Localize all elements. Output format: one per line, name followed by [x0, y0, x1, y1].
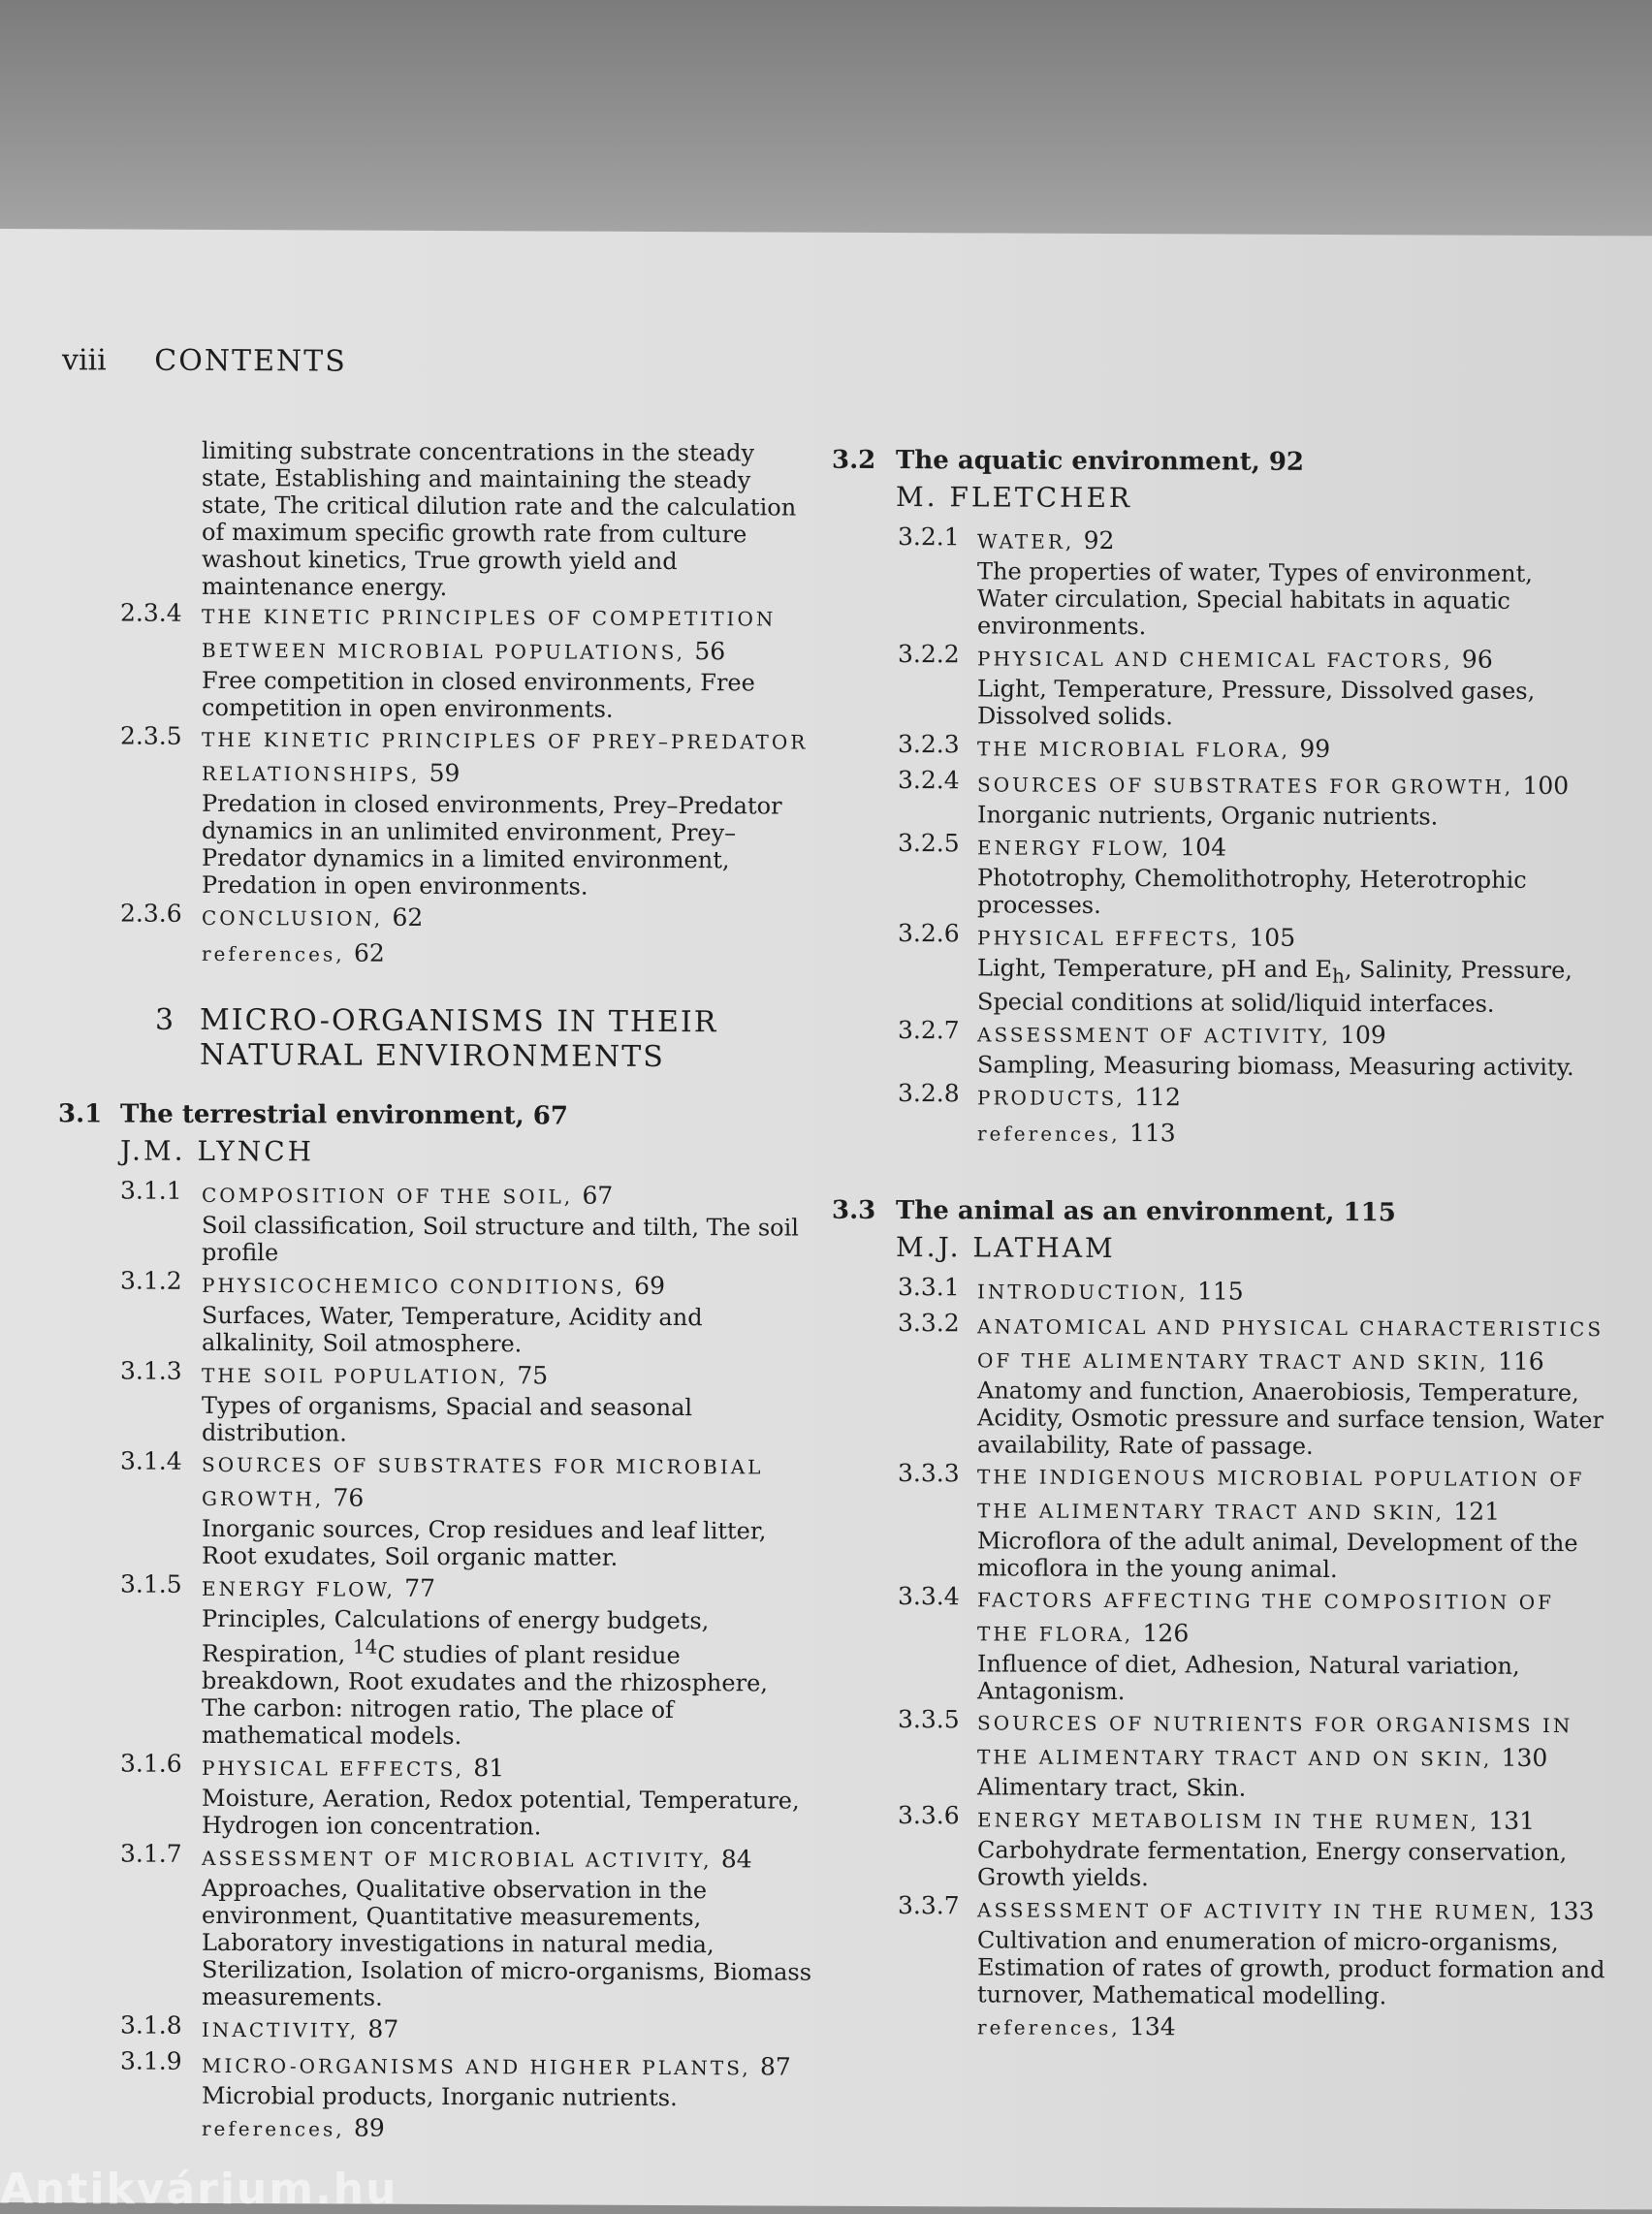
toc-entry: [58, 1570, 814, 1751]
toc-entry: [832, 1274, 1607, 1311]
entry-heading: SOURCES OF SUBSTRATES FOR MICROBIAL GROWTH, 76: [202, 1452, 764, 1512]
entry-description: Cultivation and enumeration of micro-organisms, Estimation of rates of growth, product formation and turnover, Mathematical modelling.: [977, 1926, 1605, 2010]
toc-entry: [832, 1017, 1607, 1081]
entry-number: 3.2.2: [898, 640, 960, 669]
entry-page: 126: [1142, 1618, 1190, 1648]
entry-heading: COMPOSITION OF THE SOIL, 67: [202, 1181, 614, 1210]
entry-page: 81: [473, 1754, 505, 1783]
entry-number: 3.1.4: [120, 1446, 182, 1475]
entry-page: 92: [1083, 525, 1115, 555]
entry-heading: ASSESSMENT OF MICROBIAL ACTIVITY, 84: [202, 1845, 752, 1874]
references-line: references, 62: [202, 938, 385, 967]
entry-number: 3.1.7: [120, 1839, 182, 1868]
entry-page: 104: [1180, 833, 1226, 862]
entry-page: 121: [1453, 1497, 1501, 1526]
entry-page: 84: [720, 1845, 752, 1874]
entry-number: 3.1.9: [120, 2046, 182, 2075]
entry-number: 3.1.6: [120, 1749, 182, 1778]
page-number: viii: [62, 343, 107, 378]
left-top-entries: [58, 599, 814, 936]
entry-heading: ENERGY METABOLISM IN THE RUMEN, 131: [977, 1806, 1536, 1835]
entry-heading: THE SOIL POPULATION, 75: [202, 1361, 549, 1390]
toc-entry: [832, 1460, 1607, 1584]
references-line: references, 134: [977, 2011, 1176, 2041]
entry-page: 87: [367, 2014, 399, 2043]
toc-entry: [58, 599, 814, 723]
section-author: M.J. LATHAM: [896, 1230, 1116, 1264]
entry-heading: FACTORS AFFECTING THE COMPOSITION OF THE FLORA, 126: [977, 1588, 1555, 1648]
toc-entry: [58, 2047, 814, 2111]
entry-description: Predation in closed environments, Prey–Predator dynamics in an unlimited environment, Prey–Predator dynamics in a limited environment, Predation in open environments.: [202, 789, 782, 901]
entry-heading: WATER, 92: [977, 525, 1115, 555]
toc-entry: [832, 1802, 1607, 1893]
entry-heading: MICRO-ORGANISMS AND HIGHER PLANTS, 87: [202, 2052, 791, 2081]
entry-page: 99: [1299, 734, 1331, 763]
toc-entry: [832, 1892, 1607, 2010]
toc-entry: [58, 1357, 814, 1448]
entry-number: 2.3.4: [120, 598, 182, 627]
entry-page: 87: [759, 2052, 791, 2081]
left-column: [58, 436, 814, 2147]
entry-number: 3.2.4: [898, 766, 960, 795]
page-header: [62, 343, 347, 378]
entry-description: Approaches, Qualitative observation in the environment, Quantitative measurements, Laboratory investigations in natural media, Sterilization, Isolation of micro-organisms, Biomass measurements.: [202, 1874, 812, 2011]
entry-heading: THE KINETIC PRINCIPLES OF COMPETITION BETWEEN MICROBIAL POPULATIONS, 56: [202, 604, 777, 666]
toc-entry: [58, 1750, 814, 1841]
entry-heading: ASSESSMENT OF ACTIVITY IN THE RUMEN, 133: [977, 1896, 1595, 1925]
entry-description: Alimentary tract, Skin.: [977, 1773, 1247, 1802]
entry-number: 3.1.5: [120, 1569, 182, 1598]
entry-heading: THE KINETIC PRINCIPLES OF PREY–PREDATOR RELATIONSHIPS, 59: [202, 727, 809, 788]
entry-description: Principles, Calculations of energy budgets, Respiration, $^{14}$C studies of plant residue breakdown, Root exudates and the rhizosphere, The carbon: nitrogen ratio, The place of mathematical models.: [202, 1604, 768, 1751]
book-page: [0, 229, 1652, 2209]
toc-entry: [58, 1840, 814, 2012]
entry-page: 112: [1134, 1082, 1181, 1112]
entry-description: Anatomy and function, Anaerobiosis, Temperature, Acidity, Osmotic pressure and surface tension, Water availability, Rate of passage.: [977, 1376, 1604, 1460]
section-title: 3.1 The terrestrial environment, 67: [58, 1099, 568, 1131]
entry-number: 3.1.8: [120, 2010, 182, 2040]
entry-page: 96: [1461, 645, 1493, 674]
entry-number: 3.2.3: [898, 730, 960, 759]
entry-page: 77: [404, 1573, 436, 1602]
entry-page: 130: [1501, 1743, 1548, 1772]
section-title: 3.2 The aquatic environment, 92: [832, 445, 1305, 477]
entry-heading: PHYSICAL EFFECTS, 81: [202, 1754, 505, 1783]
entry-heading: PHYSICAL EFFECTS, 105: [977, 923, 1296, 952]
toc-entry: [832, 523, 1607, 642]
references-line: references, 113: [977, 1118, 1176, 1148]
entry-page: 76: [333, 1483, 365, 1512]
entry-description: Sampling, Measuring biomass, Measuring activity.: [977, 1051, 1574, 1081]
toc-entry: [832, 767, 1607, 831]
toc-entry: [832, 1310, 1607, 1461]
toc-entry: [832, 830, 1607, 921]
entry-number: 3.2.8: [898, 1078, 960, 1108]
entry-description: Inorganic nutrients, Organic nutrients.: [977, 801, 1439, 831]
toc-entry: [832, 1080, 1607, 1117]
page-title: CONTENTS: [154, 343, 347, 379]
entry-page: 59: [429, 758, 461, 788]
entry-number: 2.3.5: [120, 721, 182, 750]
entry-page: 131: [1488, 1806, 1536, 1835]
toc-entry: [58, 1177, 814, 1268]
entry-number: 3.2.6: [898, 919, 960, 948]
entry-number: 3.3.7: [898, 1890, 960, 1920]
entry-heading: PHYSICOCHEMICO CONDITIONS, 69: [202, 1271, 665, 1300]
continued-text: limiting substrate concentrations in the steady state, Establishing and maintaining the steady state, The critical dilution rate and the calculation of maximum specific growth rate from culture washout kinetics, True growth yield and maintenance energy.: [202, 436, 797, 602]
entry-description: Microbial products, Inorganic nutrients.: [202, 2081, 678, 2112]
entry-page: 115: [1196, 1277, 1244, 1306]
entry-number: 3.3.4: [898, 1581, 960, 1611]
entry-page: 116: [1497, 1346, 1544, 1376]
entry-heading: ASSESSMENT OF ACTIVITY, 109: [977, 1020, 1386, 1050]
entry-number: 3.3.3: [898, 1458, 960, 1488]
right-column: [832, 436, 1607, 2046]
entry-number: 3.3.2: [898, 1308, 960, 1338]
toc-entry: [832, 1583, 1607, 1707]
entry-heading: INTRODUCTION, 115: [977, 1277, 1244, 1306]
entry-number: 3.1.3: [120, 1356, 182, 1385]
toc-entry: [832, 641, 1607, 732]
entry-page: 75: [517, 1361, 549, 1390]
toc-entry: [832, 920, 1607, 1018]
toc-entry: [58, 1267, 814, 1358]
entry-number: 3.2.7: [898, 1015, 960, 1045]
entry-heading: ANATOMICAL AND PHYSICAL CHARACTERISTICS OF THE ALIMENTARY TRACT AND SKIN, 116: [977, 1314, 1604, 1376]
entry-heading: INACTIVITY, 87: [202, 2014, 399, 2043]
entry-page: 133: [1547, 1896, 1595, 1925]
entry-description: Moisture, Aeration, Redox potential, Temperature, Hydrogen ion concentration.: [202, 1784, 800, 1841]
entry-heading: ENERGY FLOW, 77: [202, 1573, 436, 1602]
toc-entry: [832, 731, 1607, 768]
entry-description: Influence of diet, Adhesion, Natural variation, Antagonism.: [977, 1650, 1520, 1705]
left-entries: [58, 1177, 814, 2111]
section-author: J.M. LYNCH: [120, 1134, 315, 1168]
entry-heading: CONCLUSION, 62: [202, 902, 424, 932]
entry-description: Soil classification, Soil structure and tilth, The soil profile: [202, 1211, 799, 1267]
entry-heading: PRODUCTS, 112: [977, 1082, 1181, 1112]
entry-number: 3.2.1: [898, 522, 960, 552]
right-entries-1: [832, 523, 1607, 1117]
entry-page: 109: [1340, 1020, 1386, 1050]
background-top: [0, 0, 1652, 252]
entry-page: 56: [694, 637, 726, 666]
entry-description: Light, Temperature, Pressure, Dissolved gases, Dissolved solids.: [977, 675, 1536, 731]
entry-page: 69: [634, 1271, 665, 1300]
entry-description: Light, Temperature, pH and $E_h$, Salinity, Pressure, Special conditions at solid/liquid interfaces.: [977, 954, 1573, 1018]
right-entries-2: [832, 1274, 1607, 2010]
entry-heading: ENERGY FLOW, 104: [977, 833, 1226, 862]
toc-entry: [58, 2011, 814, 2048]
entry-description: Microflora of the adult animal, Development of the micoflora in the young animal.: [977, 1527, 1578, 1583]
references-line: references, 89: [202, 2113, 385, 2142]
toc-entry: [58, 722, 814, 901]
entry-number: 3.3.6: [898, 1800, 960, 1830]
entry-page: 105: [1249, 923, 1296, 952]
entry-description: Inorganic sources, Crop residues and leaf litter, Root exudates, Soil organic matter.: [202, 1514, 767, 1571]
section-author: M. FLETCHER: [896, 481, 1132, 515]
entry-page: 62: [392, 902, 424, 932]
toc-entry: [832, 1706, 1607, 1803]
entry-description: Phototrophy, Chemolithotrophy, Heterotrophic processes.: [977, 864, 1527, 919]
entry-description: The properties of water, Types of environment, Water circulation, Special habitats in aquatic environments.: [977, 557, 1533, 641]
entry-heading: THE MICROBIAL FLORA, 99: [977, 734, 1331, 763]
entry-page: 100: [1522, 771, 1570, 801]
entry-heading: THE INDIGENOUS MICROBIAL POPULATION OF THE ALIMENTARY TRACT AND SKIN, 121: [977, 1465, 1585, 1526]
entry-heading: SOURCES OF SUBSTRATES FOR GROWTH, 100: [977, 771, 1570, 801]
entry-description: Types of organisms, Spacial and seasonal distribution.: [202, 1391, 693, 1447]
entry-description: Carbohydrate fermentation, Energy conservation, Growth yields.: [977, 1836, 1568, 1891]
watermark-text: Antikvárium.hu: [0, 2165, 398, 2214]
entry-heading: PHYSICAL AND CHEMICAL FACTORS, 96: [977, 645, 1493, 674]
toc-entry: [58, 1447, 814, 1571]
entry-number: 3.3.1: [898, 1272, 960, 1302]
entry-number: 2.3.6: [120, 899, 182, 928]
entry-number: 3.2.5: [898, 829, 960, 858]
entry-number: 3.1.2: [120, 1266, 182, 1295]
entry-number: 3.1.1: [120, 1176, 182, 1205]
entry-description: Free competition in closed environments, Free competition in open environments.: [202, 666, 755, 723]
toc-entry: [58, 900, 814, 936]
entry-page: 67: [582, 1181, 614, 1210]
entry-heading: SOURCES OF NUTRIENTS FOR ORGANISMS IN THE ALIMENTARY TRACT AND ON SKIN, 130: [977, 1711, 1573, 1772]
chapter-heading: 3 MICRO-ORGANISMS IN THEIR NATURAL ENVIRONMENTS: [155, 1002, 718, 1074]
entry-description: Surfaces, Water, Temperature, Acidity and alkalinity, Soil atmosphere.: [202, 1301, 703, 1358]
entry-number: 3.3.5: [898, 1704, 960, 1734]
section-title: 3.3 The animal as an environment, 115: [832, 1195, 1396, 1228]
